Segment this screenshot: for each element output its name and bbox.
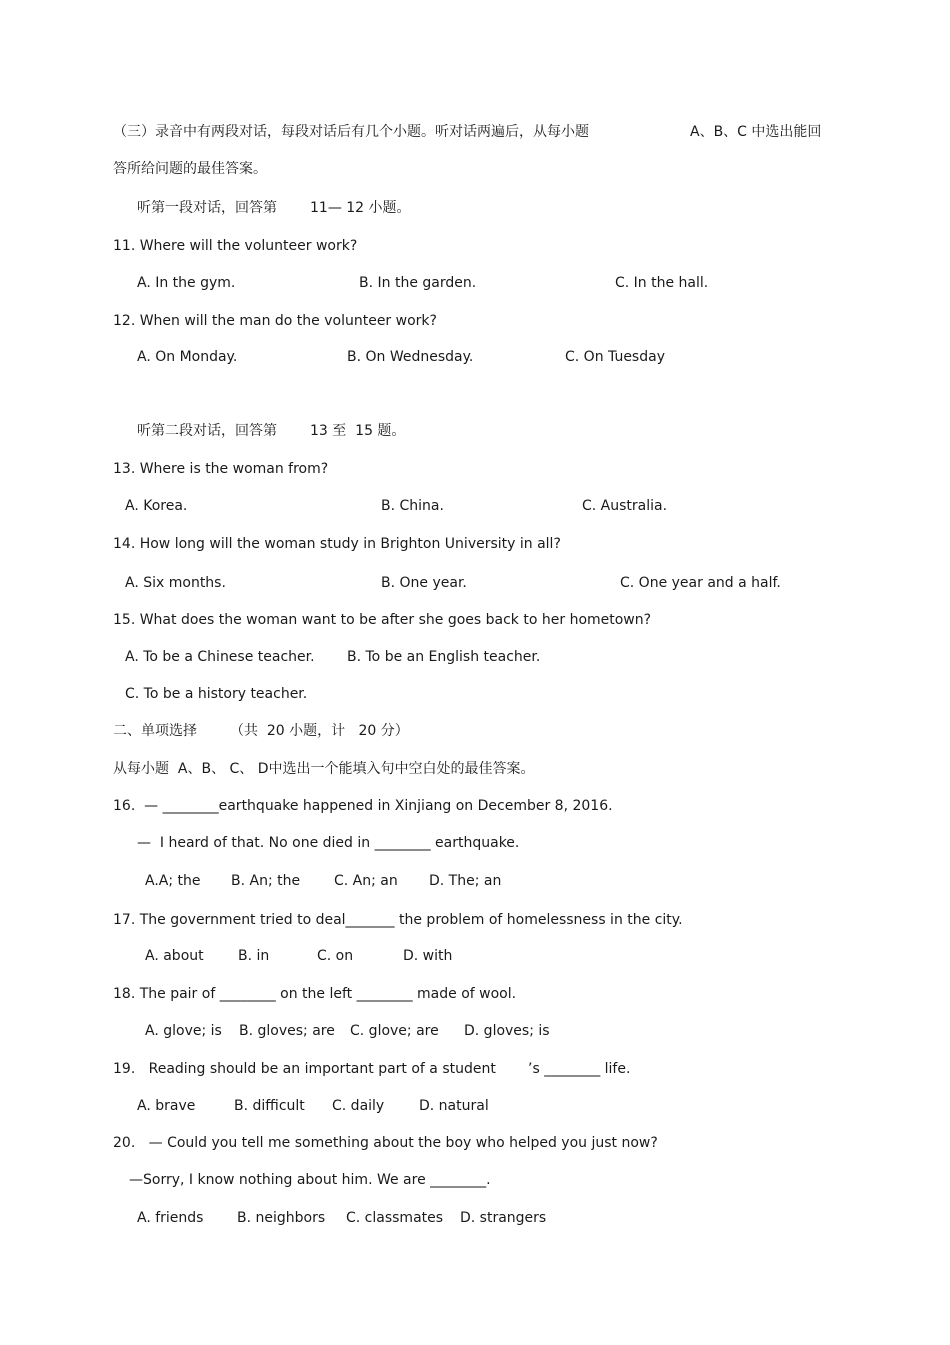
option: D. The; an (429, 873, 502, 889)
option: C. on (317, 948, 354, 964)
option: C. An; an (334, 873, 398, 889)
question-stem-tail: ’s ________ life. (528, 1061, 631, 1077)
option: D. strangers (460, 1210, 547, 1226)
question-stem: 20. — Could you tell me something about the boy who helped you just now? (113, 1135, 658, 1151)
option: A. brave (137, 1098, 196, 1114)
dialog1-label: 听第一段对话，回答第 (137, 200, 277, 216)
dialog2-range: 13 至 15 题。 (310, 423, 406, 439)
section3-instruction-cont: 答所给问题的最佳答案。 (113, 161, 267, 177)
dialog2-label: 听第二段对话，回答第 (137, 423, 277, 439)
option: A.A; the (145, 873, 201, 889)
question-stem: 19. Reading should be an important part of a student (113, 1061, 496, 1077)
option: A. To be a Chinese teacher. (125, 649, 315, 665)
section2-instruction: 从每小题 A、B、 C、 D中选出一个能填入句中空白处的最佳答案。 (113, 761, 535, 777)
option: A. On Monday. (137, 349, 238, 365)
question-stem: 17. The government tried to deal_______ the problem of homelessness in the city. (113, 912, 683, 928)
option: B. In the garden. (359, 275, 477, 291)
question-stem: 18. The pair of ________ on the left ________ made of wool. (113, 986, 517, 1002)
option: B. An; the (231, 873, 301, 889)
option: A. friends (137, 1210, 204, 1226)
dialog1-range: 11— 12 小题。 (310, 200, 411, 216)
option: B. China. (381, 498, 444, 514)
option: A. Six months. (125, 575, 226, 591)
option: B. difficult (234, 1098, 305, 1114)
question-stem: 13. Where is the woman from? (113, 461, 329, 477)
question-stem: 16. — ________earthquake happened in Xinjiang on December 8, 2016. (113, 798, 613, 814)
section2-heading: 二、单项选择 (113, 723, 197, 739)
section3-instruction: （三）录音中有两段对话，每段对话后有几个小题。听对话两遍后，从每小题 (113, 124, 589, 140)
option: D. with (403, 948, 453, 964)
question-stem: 12. When will the man do the volunteer work? (113, 313, 437, 329)
option: B. gloves; are (239, 1023, 335, 1039)
option: C. daily (332, 1098, 385, 1114)
option: B. in (238, 948, 270, 964)
option: B. neighbors (237, 1210, 326, 1226)
option: C. In the hall. (615, 275, 709, 291)
question-stem: 11. Where will the volunteer work? (113, 238, 358, 254)
option: D. natural (419, 1098, 489, 1114)
option: B. To be an English teacher. (347, 649, 541, 665)
option: C. classmates (346, 1210, 444, 1226)
question-stem: 15. What does the woman want to be after she goes back to her hometown? (113, 612, 652, 628)
option: B. On Wednesday. (347, 349, 474, 365)
option: A. about (145, 948, 204, 964)
section2-score: （共 20 小题，计 20 分） (230, 723, 409, 739)
option: C. One year and a half. (620, 575, 781, 591)
question-stem-response: —Sorry, I know nothing about him. We are ________. (129, 1172, 491, 1188)
option: B. One year. (381, 575, 467, 591)
option: C. Australia. (582, 498, 668, 514)
question-stem-response: — I heard of that. No one died in ________ earthquake. (137, 835, 520, 851)
question-stem: 14. How long will the woman study in Brighton University in all? (113, 536, 561, 552)
option: C. On Tuesday (565, 349, 665, 365)
option: D. gloves; is (464, 1023, 550, 1039)
option: A. Korea. (125, 498, 188, 514)
option: A. In the gym. (137, 275, 236, 291)
option: C. To be a history teacher. (125, 686, 308, 702)
section3-instruction-options: A、B、C 中选出能回 (690, 124, 822, 140)
option: A. glove; is (145, 1023, 222, 1039)
option: C. glove; are (350, 1023, 439, 1039)
